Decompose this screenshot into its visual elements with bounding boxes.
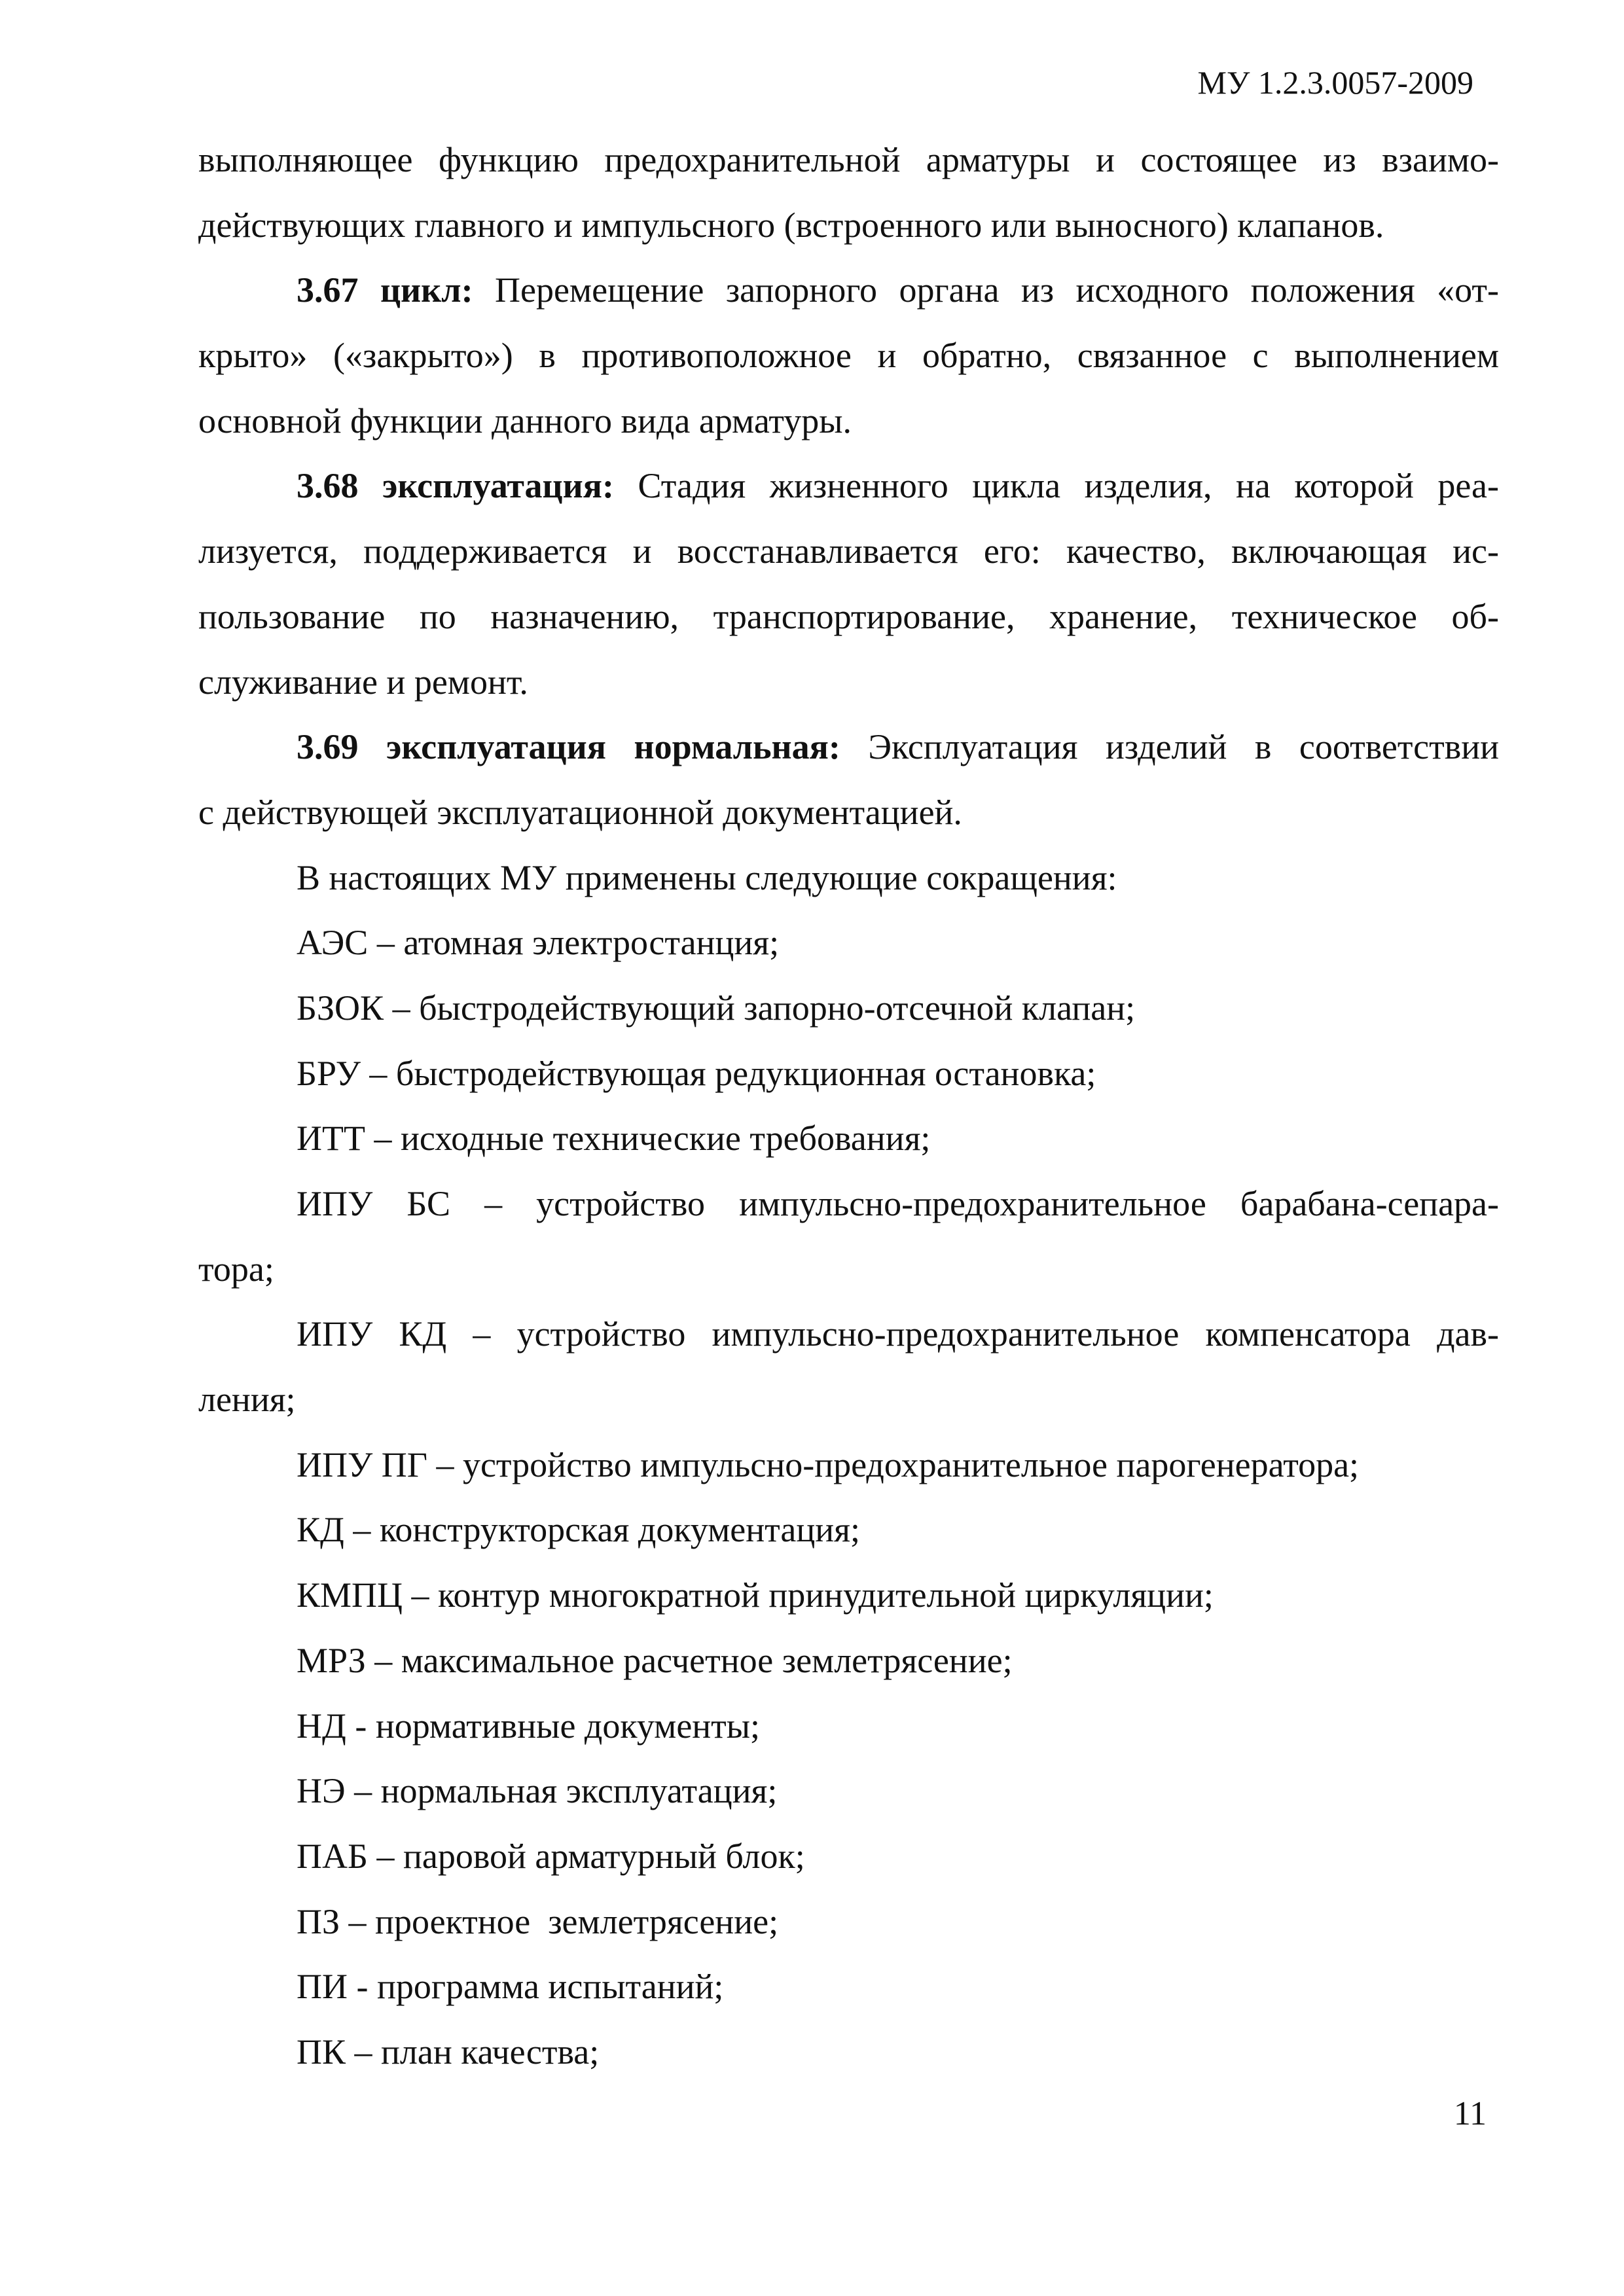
abbreviation-item: КД – конструкторская документация; (297, 1510, 860, 1550)
text-line: действующих главного и импульсного (встроенного или выносного) клапанов. (198, 205, 1384, 245)
abbreviation-item: БРУ – быстродействующая редукционная остановка; (297, 1053, 1096, 1093)
text-line: основной функции данного вида арматуры. (198, 401, 852, 440)
abbreviation-item: НД - нормативные документы; (297, 1706, 761, 1746)
definition-3-68-line (198, 454, 1499, 519)
abbreviation-item: ПИ - программа испытаний; (297, 1967, 724, 2007)
abbreviation-item-continuation: ления; (198, 1380, 296, 1420)
text-line: с действующей эксплуатационной документацией. (198, 792, 962, 832)
abbreviation-item: МРЗ – максимальное расчетное землетрясение; (297, 1640, 1013, 1680)
definition-3-67-line (198, 258, 1499, 323)
text-line: крыто» («закрыто») в противоположное и обратно, связанное с выполнением (198, 336, 1499, 376)
text-line: служивание и ремонт. (198, 662, 528, 702)
definition-term: 3.69 эксплуатация нормальная: (297, 727, 840, 767)
abbreviation-item: ПАБ – паровой арматурный блок; (297, 1836, 805, 1876)
abbreviation-item: БЗОК – быстродействующий запорно-отсечной клапан; (297, 988, 1136, 1028)
definition-text: Эксплуатация изделий в соответствии (840, 727, 1499, 767)
definition-term: 3.67 цикл: (297, 270, 473, 310)
abbreviation-item: ИПУ КД – устройство импульсно-предохранительное компенсатора дав- (297, 1314, 1499, 1354)
abbreviation-item: КМПЦ – контур многократной принудительной циркуляции; (297, 1575, 1214, 1615)
abbreviation-item: АЭС – атомная электростанция; (297, 923, 780, 963)
abbreviation-item: ПЗ – проектное землетрясение; (297, 1901, 779, 1941)
abbreviation-item: ИПУ БС – устройство импульсно-предохранительное барабана-сепара- (297, 1184, 1499, 1223)
definition-3-69-line (198, 715, 1499, 780)
document-code-header: МУ 1.2.3.0057-2009 (1197, 64, 1473, 101)
definition-text: Стадия жизненного цикла изделия, на которой реа- (613, 466, 1500, 506)
abbreviations-intro: В настоящих МУ применены следующие сокращения: (297, 857, 1117, 897)
abbreviation-item: ИТТ – исходные технические требования; (297, 1119, 931, 1158)
abbreviation-item: ПК – план качества; (297, 2032, 600, 2072)
page-number: 11 (1453, 2095, 1487, 2132)
abbreviation-item-continuation: тора; (198, 1249, 274, 1289)
text-line: пользование по назначению, транспортирование, хранение, техническое об- (198, 596, 1499, 636)
text-line: выполняющее функцию предохранительной арматуры и состоящее из взаимо- (198, 140, 1499, 179)
text-line: лизуется, поддерживается и восстанавливается его: качество, включающая ис- (198, 531, 1499, 571)
abbreviation-item: НЭ – нормальная эксплуатация; (297, 1771, 778, 1811)
abbreviation-item: ИПУ ПГ – устройство импульсно-предохранительное парогенератора; (297, 1444, 1360, 1484)
document-body (198, 128, 1499, 2085)
definition-text: Перемещение запорного органа из исходного положения «от- (473, 270, 1499, 310)
definition-term: 3.68 эксплуатация: (297, 466, 614, 506)
